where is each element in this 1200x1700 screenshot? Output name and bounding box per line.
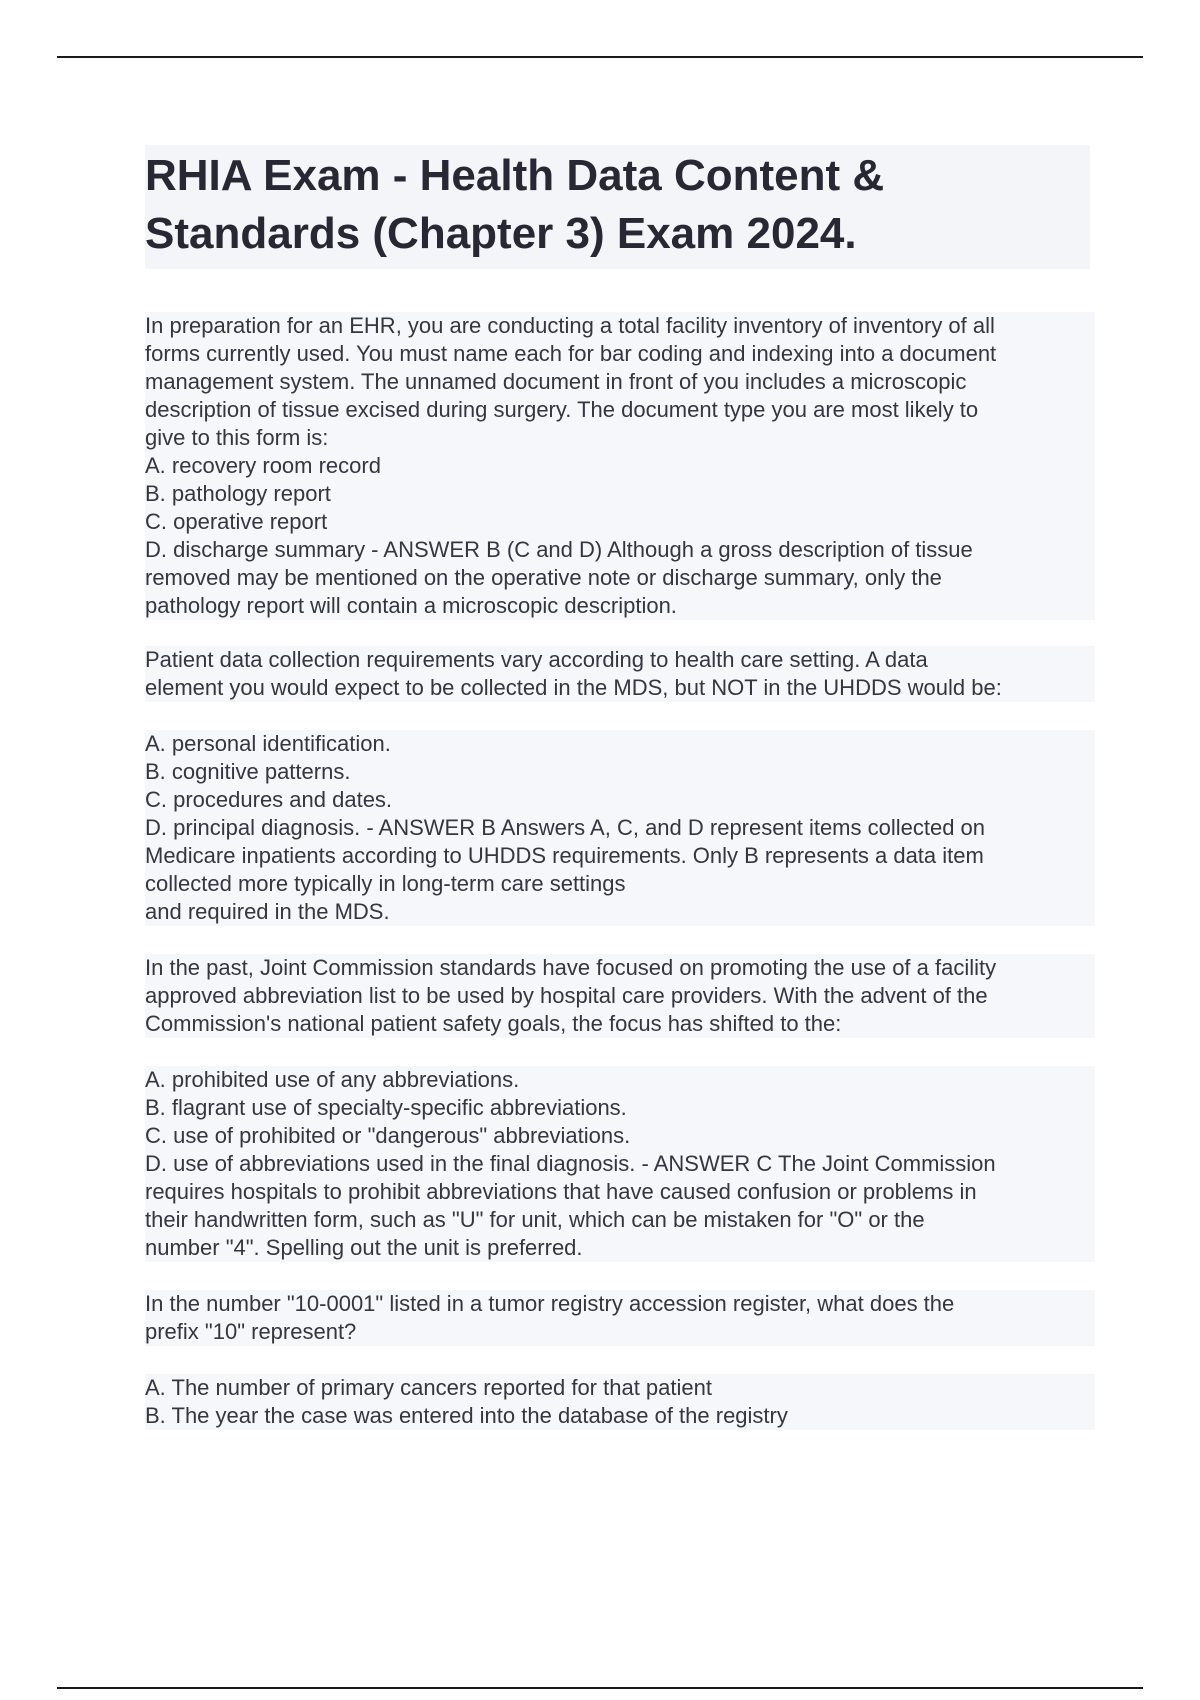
bottom-rule — [57, 1687, 1143, 1689]
q3-option: D. use of abbreviations used in the final diagnosis. - ANSWER C The Joint Commission — [145, 1151, 996, 1176]
q1-line: D. discharge summary - ANSWER B (C and D) Although a gross description of tissue — [145, 537, 973, 562]
spacer — [145, 926, 1095, 954]
q1-line: forms currently used. You must name each for bar coding and indexing into a document — [145, 341, 997, 366]
spacer — [145, 1262, 1095, 1290]
spacer — [145, 620, 1095, 646]
document-body — [145, 312, 1095, 1430]
q2-option: D. principal diagnosis. - ANSWER B Answers A, C, and D represent items collected on — [145, 815, 986, 840]
question-4-options — [145, 1374, 1095, 1430]
q3-option: number "4". Spelling out the unit is preferred. — [145, 1235, 583, 1260]
q2-line: element you would expect to be collected in the MDS, but NOT in the UHDDS would be: — [145, 675, 1002, 700]
q2-option: C. procedures and dates. — [145, 787, 393, 812]
q3-line: approved abbreviation list to be used by hospital care providers. With the advent of the — [145, 983, 988, 1008]
q3-line: Commission's national patient safety goals, the focus has shifted to the: — [145, 1011, 842, 1036]
q1-line: pathology report will contain a microscopic description. — [145, 593, 677, 618]
q1-line: give to this form is: — [145, 425, 329, 450]
q4-line: In the number "10-0001" listed in a tumor registry accession register, what does the — [145, 1291, 955, 1316]
q2-line: Patient data collection requirements vary according to health care setting. A data — [145, 647, 928, 672]
q4-option: B. The year the case was entered into the database of the registry — [145, 1403, 788, 1428]
question-3-stem — [145, 954, 1095, 1038]
q1-line: management system. The unnamed document in front of you includes a microscopic — [145, 369, 967, 394]
q1-line: C. operative report — [145, 509, 328, 534]
question-4-stem — [145, 1290, 1095, 1346]
q2-option: and required in the MDS. — [145, 899, 390, 924]
top-rule — [57, 56, 1143, 58]
q3-option: C. use of prohibited or "dangerous" abbreviations. — [145, 1123, 631, 1148]
title-box — [145, 145, 1090, 269]
q4-option: A. The number of primary cancers reported for that patient — [145, 1375, 712, 1400]
q1-line: In preparation for an EHR, you are conducting a total facility inventory of inventory of all — [145, 313, 995, 338]
q1-line: description of tissue excised during surgery. The document type you are most likely to — [145, 397, 979, 422]
q3-option: A. prohibited use of any abbreviations. — [145, 1067, 520, 1092]
q3-option: B. flagrant use of specialty-specific abbreviations. — [145, 1095, 627, 1120]
q3-option: their handwritten form, such as "U" for unit, which can be mistaken for "O" or the — [145, 1207, 925, 1232]
question-2-stem — [145, 646, 1095, 702]
q2-option: A. personal identification. — [145, 731, 391, 756]
q1-line: removed may be mentioned on the operative note or discharge summary, only the — [145, 565, 942, 590]
q2-option: collected more typically in long-term care settings — [145, 871, 626, 896]
spacer — [145, 1346, 1095, 1374]
q3-option: requires hospitals to prohibit abbreviations that have caused confusion or problems in — [145, 1179, 977, 1204]
question-3-options — [145, 1066, 1095, 1262]
q2-option: B. cognitive patterns. — [145, 759, 351, 784]
spacer — [145, 1038, 1095, 1066]
q1-line: A. recovery room record — [145, 453, 381, 478]
question-1 — [145, 312, 1095, 620]
question-2-options — [145, 730, 1095, 926]
page-title: RHIA Exam - Health Data Content & Standards (Chapter 3) Exam 2024. — [145, 151, 885, 258]
q4-line: prefix "10" represent? — [145, 1319, 357, 1344]
q2-option: Medicare inpatients according to UHDDS requirements. Only B represents a data item — [145, 843, 984, 868]
q3-line: In the past, Joint Commission standards have focused on promoting the use of a facility — [145, 955, 997, 980]
spacer — [145, 702, 1095, 730]
q1-line: B. pathology report — [145, 481, 331, 506]
